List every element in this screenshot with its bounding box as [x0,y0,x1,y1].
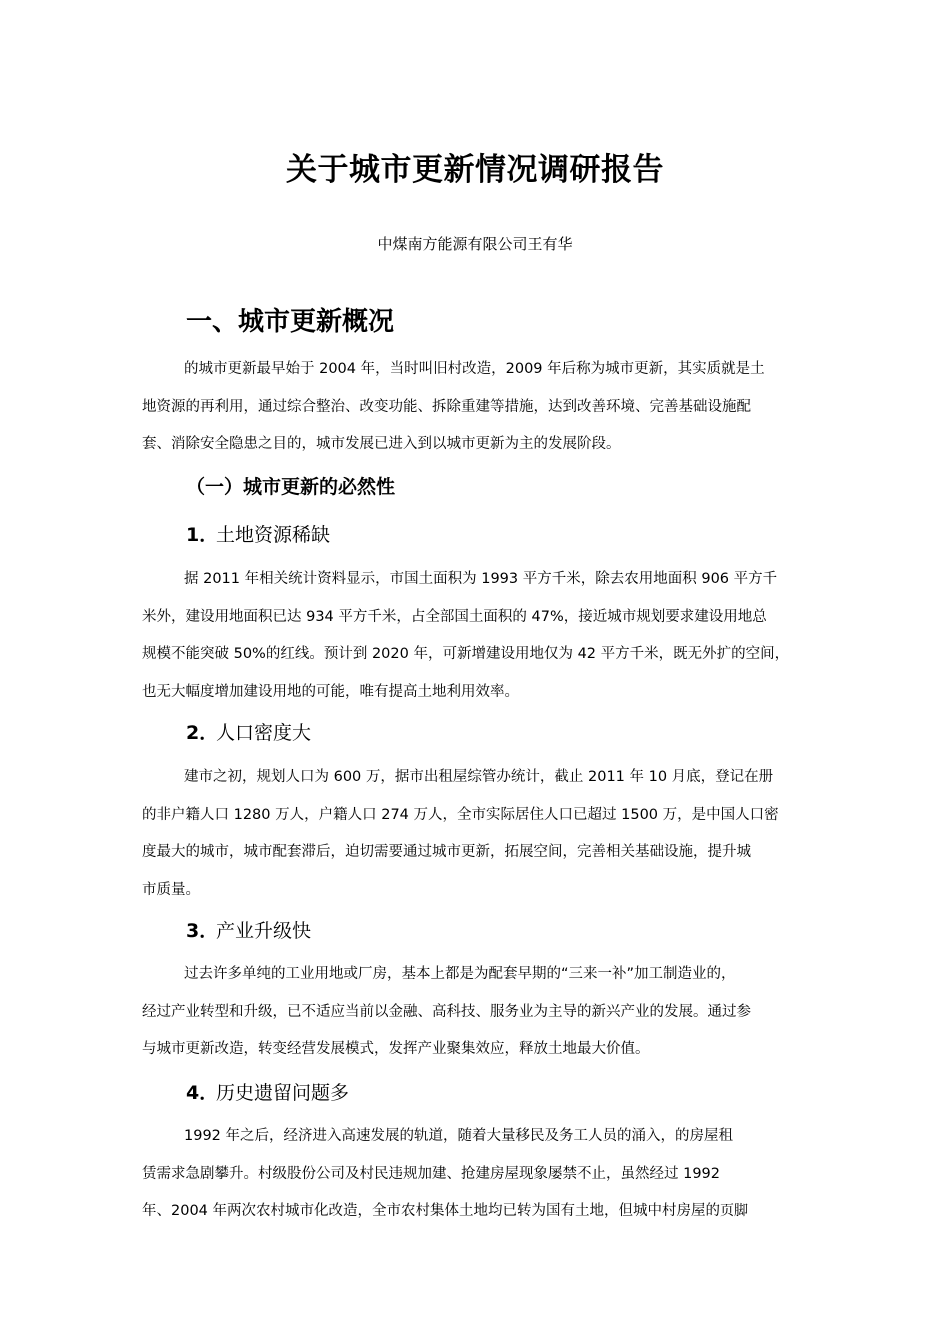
section-heading: 一、城市更新概况 [186,307,395,337]
paragraph-line: 的城市更新最早始于 2004 年，当时叫旧村改造，2009 年后称为城市更新，其实质就是土 [184,361,765,377]
item-heading-4 [186,1077,349,1109]
item-number: 1． [186,524,219,546]
paragraph-line [142,1193,832,1231]
item-number: 4． [186,1082,219,1104]
paragraph-line: 据 2011 年相关统计资料显示，市国土面积为 1993 平方千米，除去农用地面积 906 平方千 [184,571,778,587]
item-paragraph-4 [142,1118,832,1231]
paragraph-line: 的非户籍人口 1280 万人，户籍人口 274 万人，全市实际居住人口已超过 1500 万，是中国人口密 [142,806,779,823]
item-paragraph-2 [142,759,832,909]
paragraph-line: 经过产业转型和升级，已不适应当前以金融、高科技、服务业为主导的新兴产业的发展。通过参 [142,1003,751,1020]
subsection-heading: （一）城市更新的必然性 [186,476,396,498]
item-paragraph-1 [142,561,832,711]
paragraph-line: 建市之初，规划人口为 600 万，据市出租屋综管办统计，截止 2011 年 10 月底，登记在册 [184,769,774,785]
item-number: 3． [186,920,219,942]
paragraph-line: 地资源的再利用，通过综合整治、改变功能、拆除重建等措施，达到改善环境、完善基础设施配 [142,398,751,415]
item-title: 历史遗留问题多 [216,1082,350,1104]
document-title: 关于城市更新情况调研报告 [286,152,664,188]
paragraph-line-text: 年、2004 年两次农村城市化改造，全市农村集体土地均已转为国有土地，但城中村房屋的 [142,1203,721,1219]
document-author: 中煤南方能源有限公司王有华 [377,235,573,253]
paragraph-line: 规模不能突破 50%的红线。预计到 2020 年，可新增建设用地仅为 42 平方千米，既无外扩的空间， [142,646,790,662]
paragraph-line: 也无大幅度增加建设用地的可能，唯有提高土地利用效率。 [142,683,519,700]
paragraph-line: 套、消除安全隐患之目的，城市发展已进入到以城市更新为主的发展阶段。 [142,436,621,452]
footer-mark: 页脚 [720,1203,749,1219]
paragraph-line: 米外，建设用地面积已达 934 平方千米，占全部国土面积的 47%，接近城市规划要求建设用地总 [142,608,767,625]
item-title: 人口密度大 [216,722,312,744]
item-title: 产业升级快 [216,920,312,942]
paragraph-line: 度最大的城市，城市配套滞后，迫切需要通过城市更新，拓展空间，完善相关基础设施，提升城 [142,844,751,860]
item-heading-1 [186,519,330,551]
paragraph-line: 1992 年之后，经济进入高速发展的轨道，随着大量移民及务工人员的涌入，的房屋租 [184,1128,734,1144]
paragraph-line: 与城市更新改造，转变经营发展模式，发挥产业聚集效应，释放土地最大价值。 [142,1041,650,1057]
paragraph-line: 赁需求急剧攀升。村级股份公司及村民违规加建、抢建房屋现象屡禁不止，虽然经过 1992 [142,1165,721,1182]
paragraph-line: 过去许多单纯的工业用地或厂房，基本上都是为配套早期的“三来一补”加工制造业的， [184,966,736,982]
item-heading-3 [186,915,311,947]
intro-paragraph [142,351,832,464]
item-title: 土地资源稀缺 [216,524,331,546]
item-heading-2 [186,717,311,749]
paragraph-line: 市质量。 [142,881,200,898]
item-number: 2． [186,722,219,744]
item-paragraph-3 [142,956,832,1069]
